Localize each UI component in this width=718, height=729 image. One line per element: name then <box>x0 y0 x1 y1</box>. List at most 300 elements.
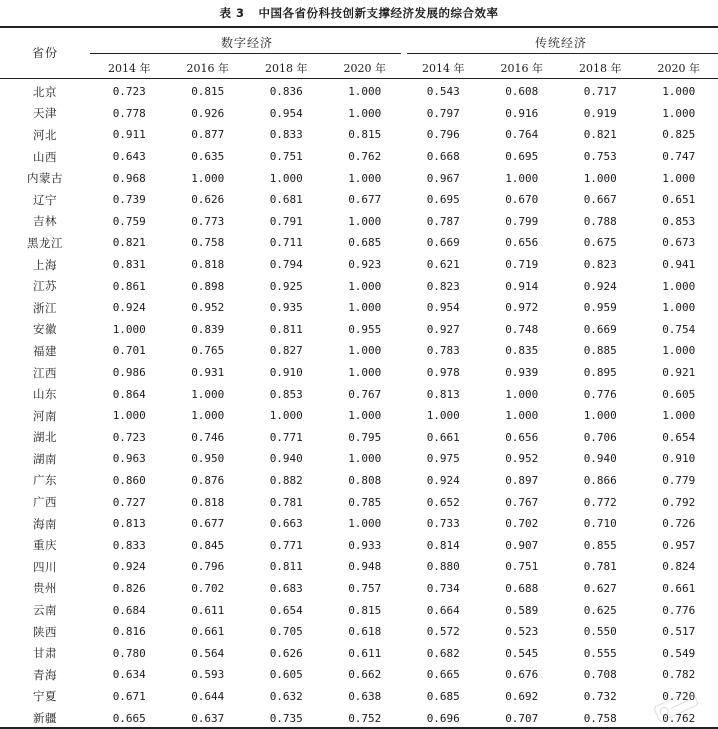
value-cell: 0.677 <box>348 193 382 207</box>
value-cell: 1.000 <box>348 301 382 315</box>
value-cell: 0.815 <box>348 603 382 617</box>
value-cell: 0.593 <box>191 668 225 682</box>
value-cell: 0.746 <box>191 430 225 444</box>
value-cell: 0.795 <box>348 430 382 444</box>
table-row <box>0 534 718 556</box>
value-cell: 1.000 <box>348 279 382 293</box>
value-cell: 0.523 <box>505 625 539 639</box>
value-cell: 0.787 <box>426 214 460 228</box>
table-row <box>0 103 718 125</box>
value-cell: 0.776 <box>583 387 617 401</box>
value-cell: 0.662 <box>348 668 382 682</box>
value-cell: 0.550 <box>583 625 617 639</box>
value-cell: 0.681 <box>269 193 303 207</box>
value-cell: 1.000 <box>662 85 696 99</box>
value-cell: 0.811 <box>269 322 303 336</box>
value-cell: 1.000 <box>662 106 696 120</box>
value-cell: 1.000 <box>112 409 146 423</box>
value-cell: 0.975 <box>426 452 460 466</box>
value-cell: 0.656 <box>505 430 539 444</box>
value-cell: 0.779 <box>662 473 696 487</box>
value-cell: 0.572 <box>426 625 460 639</box>
year-header: 2016 年 <box>500 62 543 75</box>
value-cell: 0.517 <box>662 625 696 639</box>
value-cell: 0.706 <box>583 430 617 444</box>
table-row <box>0 491 718 513</box>
value-cell: 0.627 <box>583 581 617 595</box>
value-cell: 0.895 <box>583 366 617 380</box>
value-cell: 1.000 <box>662 301 696 315</box>
value-cell: 0.667 <box>583 193 617 207</box>
value-cell: 0.555 <box>583 646 617 660</box>
value-cell: 0.611 <box>191 603 225 617</box>
value-cell: 0.823 <box>583 258 617 272</box>
value-cell: 0.618 <box>348 625 382 639</box>
table-row <box>0 599 718 621</box>
value-cell: 0.644 <box>191 689 225 703</box>
value-cell: 0.608 <box>505 85 539 99</box>
value-cell: 0.861 <box>112 279 146 293</box>
value-cell: 0.855 <box>583 538 617 552</box>
value-cell: 0.654 <box>269 603 303 617</box>
table-row <box>0 254 718 276</box>
value-cell: 0.720 <box>662 689 696 703</box>
value-cell: 0.972 <box>505 301 539 315</box>
province-cell: 吉林 <box>33 214 57 229</box>
value-cell: 0.967 <box>426 171 460 185</box>
value-cell: 0.919 <box>583 106 617 120</box>
value-cell: 0.739 <box>112 193 146 207</box>
value-cell: 0.952 <box>191 301 225 315</box>
value-cell: 0.910 <box>662 452 696 466</box>
value-cell: 0.702 <box>505 517 539 531</box>
province-cell: 陕西 <box>33 624 57 639</box>
year-header: 2016 年 <box>186 62 229 75</box>
value-cell: 0.836 <box>269 85 303 99</box>
table-title: 中国各省份科技创新支撑经济发展的综合效率 <box>258 6 499 20</box>
value-cell: 0.948 <box>348 560 382 574</box>
value-cell: 0.670 <box>505 193 539 207</box>
value-cell: 0.719 <box>505 258 539 272</box>
table-row <box>0 556 718 578</box>
value-cell: 0.950 <box>191 452 225 466</box>
table-row <box>0 513 718 535</box>
province-cell: 湖北 <box>33 430 57 445</box>
value-cell: 0.701 <box>112 344 146 358</box>
value-cell: 0.665 <box>112 711 146 725</box>
province-cell: 广西 <box>33 495 57 510</box>
value-cell: 1.000 <box>348 171 382 185</box>
province-cell: 浙江 <box>33 300 57 315</box>
value-cell: 0.656 <box>505 236 539 250</box>
table-row <box>0 211 718 233</box>
value-cell: 0.853 <box>269 387 303 401</box>
value-cell: 0.831 <box>112 258 146 272</box>
value-cell: 0.685 <box>348 236 382 250</box>
value-cell: 0.638 <box>348 689 382 703</box>
value-cell: 0.772 <box>583 495 617 509</box>
value-cell: 0.860 <box>112 473 146 487</box>
value-cell: 0.727 <box>112 495 146 509</box>
value-cell: 0.661 <box>662 581 696 595</box>
value-cell: 0.661 <box>191 625 225 639</box>
group-underline-traditional <box>407 53 718 54</box>
value-cell: 0.735 <box>269 711 303 725</box>
value-cell: 0.723 <box>112 430 146 444</box>
table-row <box>0 642 718 664</box>
value-cell: 0.764 <box>505 128 539 142</box>
value-cell: 0.788 <box>583 214 617 228</box>
value-cell: 1.000 <box>348 517 382 531</box>
value-cell: 0.821 <box>112 236 146 250</box>
value-cell: 0.776 <box>662 603 696 617</box>
value-cell: 1.000 <box>505 171 539 185</box>
year-header: 2020 年 <box>657 62 700 75</box>
value-cell: 0.978 <box>426 366 460 380</box>
value-cell: 0.926 <box>191 106 225 120</box>
value-cell: 0.751 <box>505 560 539 574</box>
data-table <box>0 81 718 729</box>
value-cell: 0.941 <box>662 258 696 272</box>
table-row <box>0 189 718 211</box>
group-header-traditional-economy: 传统经济 <box>534 36 587 50</box>
value-cell: 1.000 <box>269 171 303 185</box>
year-header: 2018 年 <box>579 62 622 75</box>
province-cell: 河北 <box>33 127 57 142</box>
group-header-digital-economy: 数字经济 <box>220 36 273 50</box>
value-cell: 0.651 <box>662 193 696 207</box>
province-cell: 宁夏 <box>33 689 57 704</box>
value-cell: 1.000 <box>112 322 146 336</box>
value-cell: 0.711 <box>269 236 303 250</box>
value-cell: 0.927 <box>426 322 460 336</box>
value-cell: 0.682 <box>426 646 460 660</box>
value-cell: 1.000 <box>662 171 696 185</box>
value-cell: 0.654 <box>662 430 696 444</box>
value-cell: 0.794 <box>269 258 303 272</box>
value-cell: 0.652 <box>426 495 460 509</box>
value-cell: 0.757 <box>348 581 382 595</box>
value-cell: 0.632 <box>269 689 303 703</box>
province-cell: 内蒙古 <box>27 171 63 186</box>
value-cell: 1.000 <box>348 214 382 228</box>
group-underline-digital <box>90 53 401 54</box>
value-cell: 0.816 <box>112 625 146 639</box>
value-cell: 0.963 <box>112 452 146 466</box>
value-cell: 0.877 <box>191 128 225 142</box>
value-cell: 0.839 <box>191 322 225 336</box>
year-header: 2014 年 <box>108 62 151 75</box>
value-cell: 0.916 <box>505 106 539 120</box>
value-cell: 1.000 <box>191 409 225 423</box>
year-header: 2020 年 <box>343 62 386 75</box>
value-cell: 1.000 <box>348 344 382 358</box>
value-cell: 0.924 <box>112 301 146 315</box>
value-cell: 1.000 <box>662 344 696 358</box>
value-cell: 0.702 <box>191 581 225 595</box>
value-cell: 0.818 <box>191 495 225 509</box>
value-cell: 0.758 <box>583 711 617 725</box>
value-cell: 0.955 <box>348 322 382 336</box>
value-cell: 0.767 <box>348 387 382 401</box>
table-row <box>0 167 718 189</box>
value-cell: 0.668 <box>426 150 460 164</box>
value-cell: 0.823 <box>426 279 460 293</box>
value-cell: 0.771 <box>269 538 303 552</box>
value-cell: 0.821 <box>583 128 617 142</box>
value-cell: 0.765 <box>191 344 225 358</box>
bottom-rule <box>0 727 718 729</box>
value-cell: 0.924 <box>426 473 460 487</box>
value-cell: 0.818 <box>191 258 225 272</box>
value-cell: 0.954 <box>269 106 303 120</box>
table-row <box>0 383 718 405</box>
value-cell: 0.752 <box>348 711 382 725</box>
value-cell: 0.925 <box>269 279 303 293</box>
value-cell: 0.781 <box>269 495 303 509</box>
year-header: 2018 年 <box>265 62 308 75</box>
province-cell: 新疆 <box>33 711 57 726</box>
value-cell: 0.733 <box>426 517 460 531</box>
value-cell: 0.833 <box>269 128 303 142</box>
value-cell: 0.747 <box>662 150 696 164</box>
value-cell: 0.814 <box>426 538 460 552</box>
value-cell: 0.935 <box>269 301 303 315</box>
table-row <box>0 124 718 146</box>
value-cell: 0.910 <box>269 366 303 380</box>
value-cell: 1.000 <box>191 171 225 185</box>
table-row <box>0 707 718 729</box>
value-cell: 0.797 <box>426 106 460 120</box>
table-row <box>0 664 718 686</box>
value-cell: 0.723 <box>112 85 146 99</box>
province-cell: 安徽 <box>33 322 57 337</box>
table-row <box>0 319 718 341</box>
value-cell: 0.827 <box>269 344 303 358</box>
header-rule <box>0 78 718 79</box>
value-cell: 0.611 <box>348 646 382 660</box>
table-row <box>0 297 718 319</box>
table-row <box>0 275 718 297</box>
value-cell: 0.907 <box>505 538 539 552</box>
province-cell: 重庆 <box>33 538 57 553</box>
value-cell: 0.824 <box>662 560 696 574</box>
value-cell: 0.968 <box>112 171 146 185</box>
value-cell: 0.921 <box>662 366 696 380</box>
value-cell: 1.000 <box>348 106 382 120</box>
value-cell: 1.000 <box>348 366 382 380</box>
table-row <box>0 362 718 384</box>
value-cell: 0.669 <box>426 236 460 250</box>
province-cell: 山西 <box>33 149 57 164</box>
value-cell: 0.940 <box>583 452 617 466</box>
value-cell: 0.792 <box>662 495 696 509</box>
value-cell: 0.732 <box>583 689 617 703</box>
value-cell: 0.845 <box>191 538 225 552</box>
value-cell: 0.940 <box>269 452 303 466</box>
province-cell: 北京 <box>33 84 57 99</box>
value-cell: 0.923 <box>348 258 382 272</box>
table-row <box>0 146 718 168</box>
value-cell: 0.767 <box>505 495 539 509</box>
value-cell: 0.866 <box>583 473 617 487</box>
value-cell: 0.773 <box>191 214 225 228</box>
value-cell: 0.734 <box>426 581 460 595</box>
value-cell: 0.707 <box>505 711 539 725</box>
province-cell: 海南 <box>33 516 57 531</box>
value-cell: 0.796 <box>191 560 225 574</box>
province-cell: 辽宁 <box>33 192 57 207</box>
value-cell: 1.000 <box>662 279 696 293</box>
province-cell: 上海 <box>33 257 57 272</box>
table-body <box>0 81 718 729</box>
table-row <box>0 448 718 470</box>
value-cell: 0.626 <box>191 193 225 207</box>
province-cell: 甘肃 <box>33 646 57 661</box>
value-cell: 0.692 <box>505 689 539 703</box>
value-cell: 0.780 <box>112 646 146 660</box>
value-cell: 0.924 <box>112 560 146 574</box>
province-cell: 贵州 <box>33 581 57 596</box>
value-cell: 0.825 <box>662 128 696 142</box>
value-cell: 0.605 <box>662 387 696 401</box>
value-cell: 1.000 <box>583 409 617 423</box>
province-cell: 黑龙江 <box>27 235 63 250</box>
province-cell: 青海 <box>33 667 57 682</box>
value-cell: 0.815 <box>191 85 225 99</box>
value-cell: 0.726 <box>662 517 696 531</box>
value-cell: 0.781 <box>583 560 617 574</box>
value-cell: 0.696 <box>426 711 460 725</box>
value-cell: 0.911 <box>112 128 146 142</box>
value-cell: 0.785 <box>348 495 382 509</box>
province-cell: 云南 <box>33 603 57 618</box>
value-cell: 0.705 <box>269 625 303 639</box>
value-cell: 0.799 <box>505 214 539 228</box>
table-row <box>0 232 718 254</box>
value-cell: 0.675 <box>583 236 617 250</box>
value-cell: 0.813 <box>426 387 460 401</box>
value-cell: 0.897 <box>505 473 539 487</box>
value-cell: 0.931 <box>191 366 225 380</box>
value-cell: 0.634 <box>112 668 146 682</box>
province-cell: 天津 <box>33 106 57 121</box>
table-caption <box>0 5 718 21</box>
value-cell: 0.811 <box>269 560 303 574</box>
value-cell: 0.663 <box>269 517 303 531</box>
value-cell: 0.661 <box>426 430 460 444</box>
value-cell: 0.676 <box>505 668 539 682</box>
value-cell: 0.549 <box>662 646 696 660</box>
value-cell: 0.939 <box>505 366 539 380</box>
value-cell: 0.924 <box>583 279 617 293</box>
value-cell: 0.665 <box>426 668 460 682</box>
value-cell: 0.880 <box>426 560 460 574</box>
province-cell: 四川 <box>33 559 57 574</box>
value-cell: 0.813 <box>112 517 146 531</box>
province-cell: 广东 <box>33 473 57 488</box>
value-cell: 0.778 <box>112 106 146 120</box>
top-rule <box>0 26 718 28</box>
province-cell: 江苏 <box>33 279 57 294</box>
value-cell: 1.000 <box>662 409 696 423</box>
table-row <box>0 405 718 427</box>
table-row <box>0 578 718 600</box>
value-cell: 0.885 <box>583 344 617 358</box>
value-cell: 0.545 <box>505 646 539 660</box>
value-cell: 0.952 <box>505 452 539 466</box>
value-cell: 0.635 <box>191 150 225 164</box>
value-cell: 0.695 <box>426 193 460 207</box>
value-cell: 0.771 <box>269 430 303 444</box>
value-cell: 0.543 <box>426 85 460 99</box>
value-cell: 0.605 <box>269 668 303 682</box>
value-cell: 0.762 <box>662 711 696 725</box>
value-cell: 1.000 <box>348 85 382 99</box>
province-cell: 河南 <box>33 408 57 423</box>
value-cell: 0.664 <box>426 603 460 617</box>
value-cell: 0.758 <box>191 236 225 250</box>
value-cell: 0.826 <box>112 581 146 595</box>
value-cell: 1.000 <box>348 409 382 423</box>
value-cell: 0.625 <box>583 603 617 617</box>
province-cell: 山东 <box>33 387 57 402</box>
value-cell: 0.695 <box>505 150 539 164</box>
value-cell: 0.685 <box>426 689 460 703</box>
value-cell: 1.000 <box>505 409 539 423</box>
table-row <box>0 470 718 492</box>
value-cell: 1.000 <box>191 387 225 401</box>
value-cell: 0.669 <box>583 322 617 336</box>
table-row <box>0 621 718 643</box>
value-cell: 0.876 <box>191 473 225 487</box>
value-cell: 0.782 <box>662 668 696 682</box>
value-cell: 0.833 <box>112 538 146 552</box>
value-cell: 0.754 <box>662 322 696 336</box>
year-header: 2014 年 <box>422 62 465 75</box>
value-cell: 1.000 <box>426 409 460 423</box>
value-cell: 0.853 <box>662 214 696 228</box>
value-cell: 0.637 <box>191 711 225 725</box>
value-cell: 0.914 <box>505 279 539 293</box>
table-row <box>0 340 718 362</box>
province-cell: 湖南 <box>33 451 57 466</box>
value-cell: 0.621 <box>426 258 460 272</box>
row-header-province: 省份 <box>31 46 58 60</box>
value-cell: 0.959 <box>583 301 617 315</box>
value-cell: 0.753 <box>583 150 617 164</box>
value-cell: 0.815 <box>348 128 382 142</box>
value-cell: 1.000 <box>269 409 303 423</box>
value-cell: 0.796 <box>426 128 460 142</box>
table-row <box>0 686 718 708</box>
value-cell: 1.000 <box>348 452 382 466</box>
value-cell: 0.671 <box>112 689 146 703</box>
value-cell: 0.808 <box>348 473 382 487</box>
table-row <box>0 81 718 103</box>
value-cell: 0.684 <box>112 603 146 617</box>
table-number: 表 3 <box>219 6 245 20</box>
value-cell: 0.762 <box>348 150 382 164</box>
value-cell: 0.717 <box>583 85 617 99</box>
value-cell: 0.882 <box>269 473 303 487</box>
value-cell: 0.957 <box>662 538 696 552</box>
value-cell: 0.683 <box>269 581 303 595</box>
value-cell: 1.000 <box>583 171 617 185</box>
province-cell: 福建 <box>33 343 57 358</box>
value-cell: 0.783 <box>426 344 460 358</box>
table-row <box>0 427 718 449</box>
